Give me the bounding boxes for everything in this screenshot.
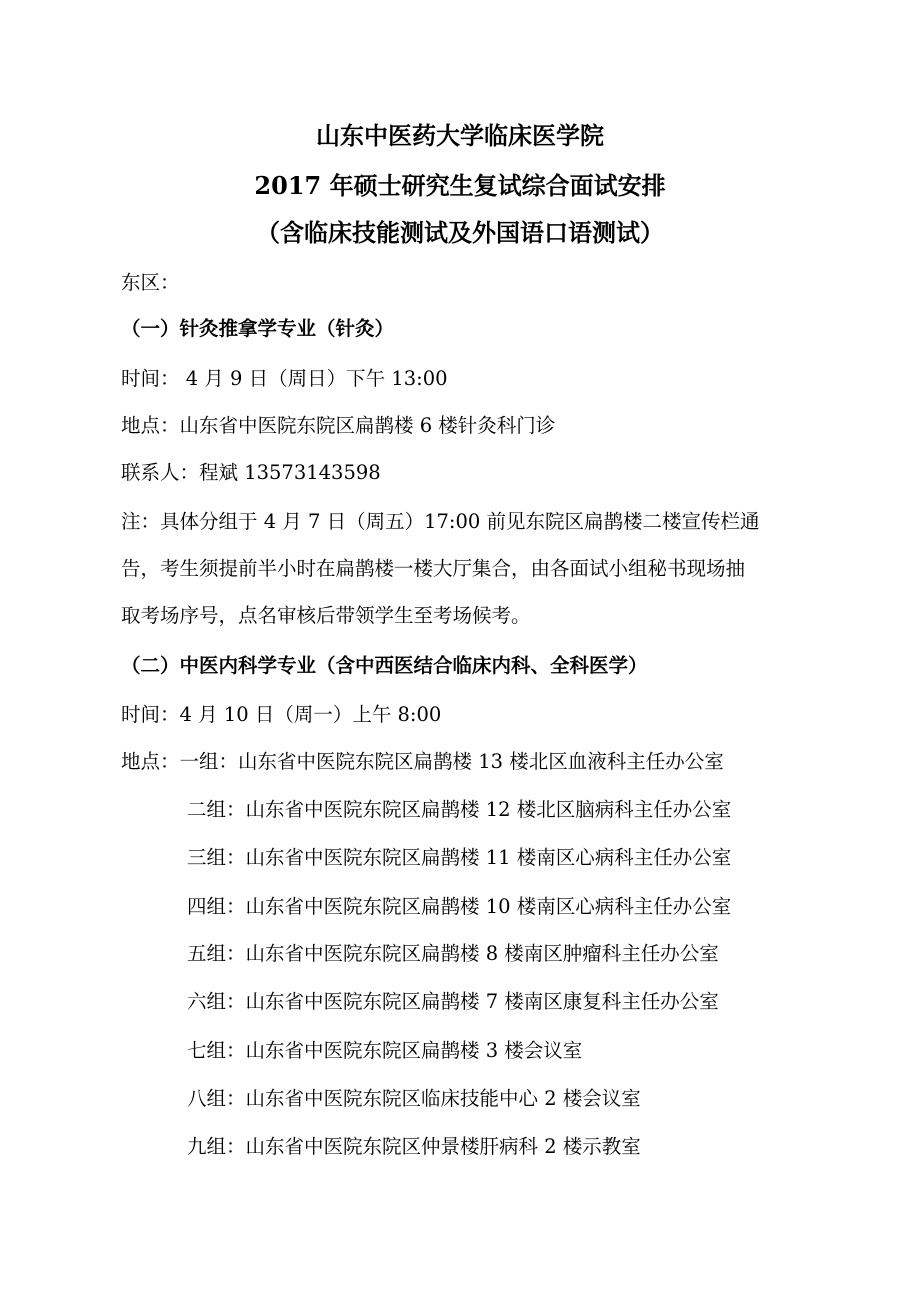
section2-group: 四组：山东省中医院东院区扁鹊楼 10 楼南区心病科主任办公室 [187, 895, 732, 918]
section2-group: 八组：山东省中医院东院区临床技能中心 2 楼会议室 [187, 1087, 641, 1110]
section2-group: 七组：山东省中医院东院区扁鹊楼 3 楼会议室 [187, 1039, 583, 1062]
section1-note-line2: 告，考生须提前半小时在扁鹊楼一楼大厅集合，由各面试小组秘书现场抽 [121, 557, 746, 580]
section2-group: 五组：山东省中医院东院区扁鹊楼 8 楼南区肿瘤科主任办公室 [187, 942, 719, 965]
section2-group: 六组：山东省中医院东院区扁鹊楼 7 楼南区康复科主任办公室 [187, 990, 719, 1013]
section1-note-line3: 取考场序号，点名审核后带领学生至考场候考。 [121, 604, 531, 627]
section1-time: 时间： 4 月 9 日（周日）下午 13:00 [121, 367, 448, 390]
section2-time: 时间：4 月 10 日（周一）上午 8:00 [121, 703, 442, 726]
document-title: 山东中医药大学临床医学院 [316, 121, 604, 150]
section2-group: 三组：山东省中医院东院区扁鹊楼 11 楼南区心病科主任办公室 [187, 846, 732, 869]
section2-group: 九组：山东省中医院东院区仲景楼肝病科 2 楼示教室 [187, 1135, 641, 1158]
section1-contact: 联系人：程斌 13573143598 [121, 461, 381, 484]
document-subtitle-note: （含临床技能测试及外国语口语测试） [256, 218, 664, 247]
section2-group: 二组：山东省中医院东院区扁鹊楼 12 楼北区脑病科主任办公室 [187, 798, 732, 821]
section2-heading: （二）中医内科学专业（含中西医结合临床内科、全科医学） [121, 654, 648, 677]
section1-place: 地点：山东省中医院东院区扁鹊楼 6 楼针灸科门诊 [121, 414, 556, 437]
section2-place-group1: 地点：一组：山东省中医院东院区扁鹊楼 13 楼北区血液科主任办公室 [121, 750, 724, 773]
section1-heading: （一）针灸推拿学专业（针灸） [121, 317, 395, 340]
document-subtitle: 2017 年硕士研究生复试综合面试安排 [254, 171, 666, 200]
section1-note-line1: 注：具体分组于 4 月 7 日（周五）17:00 前见东院区扁鹊楼二楼宣传栏通 [121, 510, 760, 533]
district-label: 东区： [121, 271, 180, 294]
